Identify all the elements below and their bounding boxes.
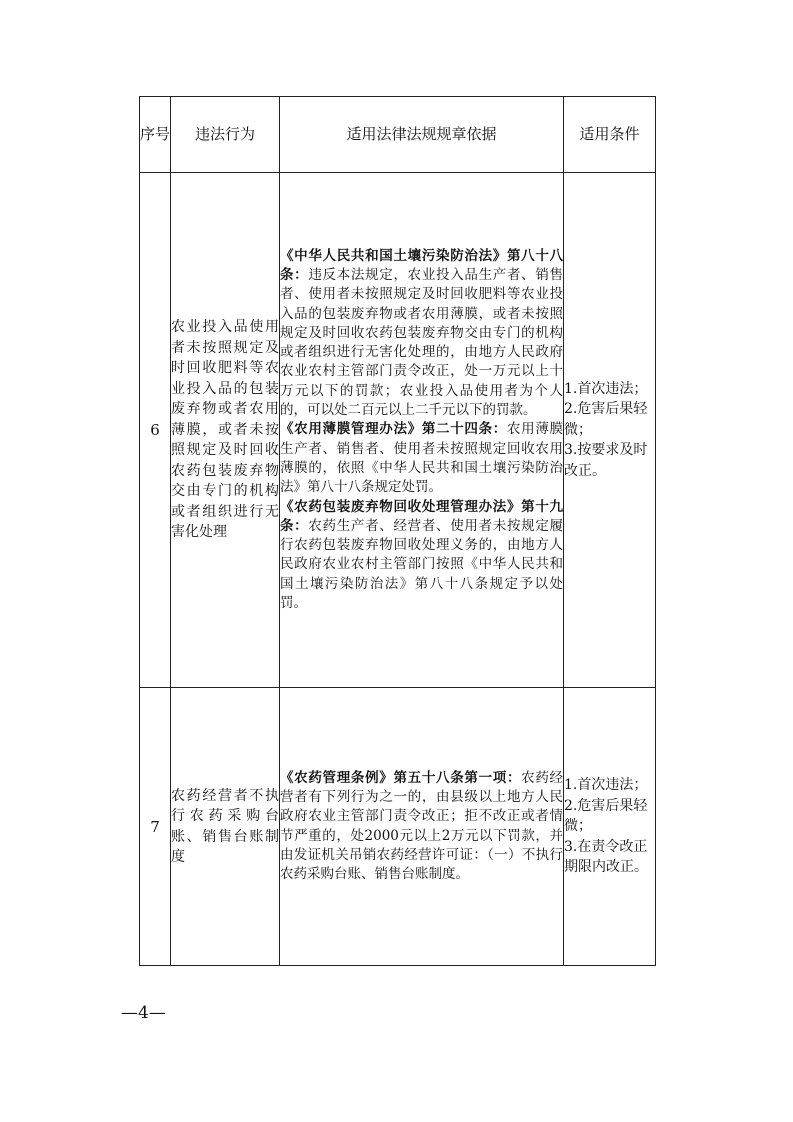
table-row <box>140 688 656 966</box>
row-serial-number: 6 <box>140 173 171 688</box>
header-violation: 违法行为 <box>171 97 280 173</box>
provision-citation: 《农用薄膜管理办法》第二十四条： <box>280 421 507 438</box>
provision-text: 农药经营者有下列行为之一的，由县级以上地方人民政府农业主管部门责令改正；拒不改正或者情节严重的，处2000元以上2万元以下罚款，并由发证机关吊销农药经营许可证：（一）不执行农药采购台账、销售台账制度。 <box>280 769 564 883</box>
provision-citation: 《中华人民共和国土壤污染防治法》第八十八条： <box>280 247 563 283</box>
provision-text: 农药生产者、经营者、使用者未按规定履行农药包装废弃物回收处理义务的，由地方人民政府农业农村主管部门按照《中华人民共和国土壤污染防治法》第八十八条规定予以处罚。 <box>280 517 564 612</box>
condition-item: 3.按要求及时改正。 <box>564 442 648 479</box>
row-serial-number: 7 <box>140 688 171 966</box>
provision-citation: 《农药包装废弃物回收处理管理办法》第十九条： <box>280 498 563 534</box>
legal-basis-cell <box>280 688 564 966</box>
table-header-row <box>140 97 656 173</box>
penalty-table <box>139 96 656 966</box>
condition-item: 3.在责令改正期限内改正。 <box>564 838 648 876</box>
legal-basis-cell <box>280 173 564 688</box>
provision-citation: 《农药管理条例》第五十八条第一项： <box>280 769 522 786</box>
violation-text: 农药经营者不执行农药采购台账、销售台账制度 <box>171 688 280 966</box>
legal-provision <box>280 420 563 497</box>
legal-provision <box>280 498 563 614</box>
legal-provision <box>280 247 563 421</box>
conditions-cell <box>564 688 656 966</box>
header-serial-number: 序号 <box>140 97 171 173</box>
condition-item: 1.首次违法； <box>564 777 648 794</box>
condition-item: 2.危害后果轻微； <box>564 797 648 835</box>
conditions-cell <box>564 173 656 688</box>
provision-text: 违反本法规定，农业投入品生产者、销售者、使用者未按照规定及时回收肥料等农业投入品的包装废弃物或者农用薄膜，或者未按照规定及时回收农药包装废弃物交由专门的机构或者组织进行无害化处理的，由地方人民政府农业农村主管部门责令改正，处一万元以上十万元以下的罚款；农业投入品使用者为个人的，可以处二百元以上二千元以下的罚款。 <box>280 266 564 419</box>
table-row <box>140 173 656 688</box>
header-conditions: 适用条件 <box>564 97 656 173</box>
condition-item: 2.危害后果轻微； <box>564 401 648 438</box>
condition-item: 1.首次违法； <box>564 380 648 397</box>
violation-text: 农业投入品使用者未按照规定及时回收肥料等农业投入品的包装废弃物或者农用薄膜，或者未按照规定及时回收农药包装废弃物交由专门的机构或者组织进行无害化处理 <box>171 173 280 688</box>
provision-text: 农用薄膜生产者、销售者、使用者未按照规定回收农用薄膜的，依照《中华人民共和国土壤污染防治法》第八十八条规定处罚。 <box>280 421 564 496</box>
legal-provision <box>280 769 563 885</box>
header-legal-basis: 适用法律法规规章依据 <box>280 97 564 173</box>
page-number: —4— <box>121 1003 166 1023</box>
